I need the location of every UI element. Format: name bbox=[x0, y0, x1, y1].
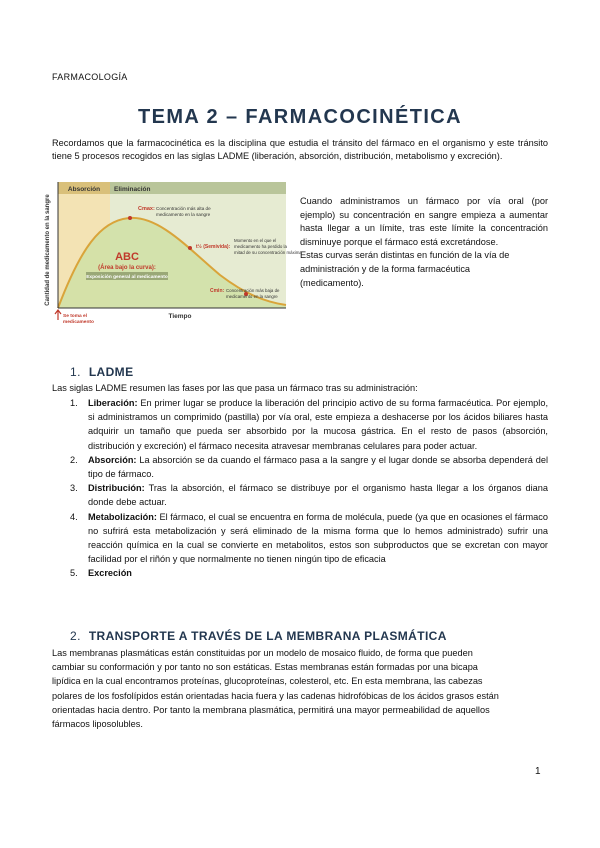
list-item-term: Liberación: bbox=[88, 398, 138, 408]
side-paragraph-2: Estas curvas serán distintas en función de la vía de administración y de la forma farmacéutica (medicamento). bbox=[300, 250, 510, 288]
list-item bbox=[52, 510, 548, 567]
thalf-desc-1: Momento en el que el bbox=[234, 238, 277, 243]
absorption-label: Absorción bbox=[67, 186, 101, 193]
list-item-term: Absorción: bbox=[88, 454, 137, 465]
section-2-heading bbox=[70, 629, 447, 643]
list-item bbox=[52, 396, 548, 453]
list-item-term: Excreción bbox=[88, 568, 132, 579]
list-item-number: 4. bbox=[70, 511, 78, 522]
list-item bbox=[52, 481, 548, 509]
ladme-list bbox=[52, 396, 548, 581]
section-1-heading bbox=[70, 365, 133, 379]
elimination-label: Eliminación bbox=[114, 186, 151, 193]
x-axis-label: Tiempo bbox=[168, 313, 192, 320]
section-1-title: LADME bbox=[88, 365, 134, 379]
list-item-term: Distribución: bbox=[88, 483, 145, 494]
cmax-marker bbox=[128, 216, 132, 220]
cmax-desc-1: Concentración más alta de bbox=[156, 206, 211, 211]
section-2-number: 2. bbox=[70, 629, 81, 643]
list-item-text: Tras la absorción, el fármaco se distribuye por el organismo hasta llegar a los órganos diana donde debe actuar. bbox=[88, 483, 548, 508]
page-number: 1 bbox=[535, 766, 541, 777]
section-1-number: 1. bbox=[70, 365, 81, 379]
section-1-intro: Las siglas LADME resumen las fases por las que pasa un fármaco tras su administración: bbox=[52, 383, 418, 393]
list-item-number: 5. bbox=[70, 568, 78, 579]
abc-title: ABC bbox=[115, 251, 139, 263]
pk-curve-figure bbox=[40, 180, 302, 330]
list-item-text: La absorción se da cuando el fármaco pasa a la sangre y el lugar donde se absorba dependerá del tipo de fármaco. bbox=[88, 454, 548, 480]
abc-subtitle: (Área bajo la curva): bbox=[98, 265, 156, 271]
page-title: TEMA 2 – FARMACOCINÉTICA bbox=[138, 106, 462, 128]
list-item-term: Metabolización: bbox=[88, 511, 157, 522]
header-subject: FARMACOLOGÍA bbox=[52, 72, 128, 82]
abc-desc: Exposición general al medicamento bbox=[86, 275, 168, 280]
y-axis-label: Cantidad de medicamento en la sangre bbox=[45, 194, 51, 306]
cmin-desc-1: Concentración más baja de bbox=[226, 288, 280, 293]
figure-side-text bbox=[300, 195, 548, 290]
section-2-title: TRANSPORTE A TRAVÉS DE LA MEMBRANA PLASMÁTICA bbox=[88, 629, 447, 643]
list-item bbox=[52, 566, 548, 580]
list-item-text: El fármaco, el cual se encuentra en forma de molécula, puede (ya que en ocasiones el fármaco no sufrirá esta metabolización y será eliminado de la misma forma que lo hemos administrado) sufrir una reacción química en la cual se convierte en metabolitos, estos son subproductos que se excretan con mayor facilidad por el riñón y que normalmente no tienen ningún tipo de eficacia bbox=[88, 511, 548, 565]
thalf-desc-2: medicamento ha perdido la bbox=[234, 244, 287, 249]
side-paragraph-1: Cuando administramos un fármaco por vía oral (por ejemplo) su concentración en sangre empieza a aumentar hasta llegar a un límite, tras este límite la concentración disminuye porque el fármaco está excretándose. bbox=[300, 196, 548, 247]
thalf-desc-3: mitad de su concentración máxima bbox=[234, 250, 302, 255]
cmax-label: Cmax: bbox=[138, 206, 155, 212]
list-item-number: 3. bbox=[70, 483, 78, 494]
list-item-number: 1. bbox=[70, 398, 78, 408]
dose-label-2: medicamento bbox=[63, 320, 94, 325]
cmax-desc-2: medicamento en la sangre bbox=[156, 212, 211, 217]
intro-paragraph: Recordamos que la farmacocinética es la disciplina que estudia el tránsito del fármaco en el organismo y este tránsito tiene 5 procesos recogidos en las siglas LADME (liberación, absorción, distribución, metabolismo y excreción). bbox=[52, 138, 548, 162]
section-2-body: Las membranas plasmáticas están constituidas por un modelo de mosaico fluido, de forma que pueden cambiar su conformación y por tanto no son estáticas. Estas membranas están formadas por una bicapa lipídica en la cual encontramos proteínas, glucoproteínas, colesterol, etc. En esta membrana, las cabezas polares de los fosfolípidos están orientadas hacia fuera y las cadenas hidrofóbicas de los ácidos grasos están orientadas hacia dentro. Por tanto la membrana plasmática, permitirá una mayor permeabilidad de aquellos fármacos liposolubles. bbox=[52, 648, 499, 730]
list-item-number: 2. bbox=[70, 454, 78, 465]
dose-label-1: Se toma el bbox=[63, 314, 87, 319]
thalf-marker bbox=[188, 246, 192, 250]
list-item bbox=[52, 453, 548, 481]
thalf-label: t½ (Semivida): bbox=[196, 244, 231, 250]
list-item-text: En primer lugar se produce la liberación del principio activo de su forma farmacéutica. Por ejemplo, si administramos un comprimido (pastilla) por vía oral, este empieza a deshacerse por los ácidos biliares hasta adquirir un tamaño que pueda ser absorbido por la mucosa gástrica. En el resto de pasos (absorción, distribución y excreción) el fármaco necesita atravesar membranas celulares para poder actuar. bbox=[88, 398, 548, 451]
cmin-label: Cmin: bbox=[210, 288, 225, 294]
cmin-desc-2: medicamento en la sangre bbox=[226, 294, 278, 299]
